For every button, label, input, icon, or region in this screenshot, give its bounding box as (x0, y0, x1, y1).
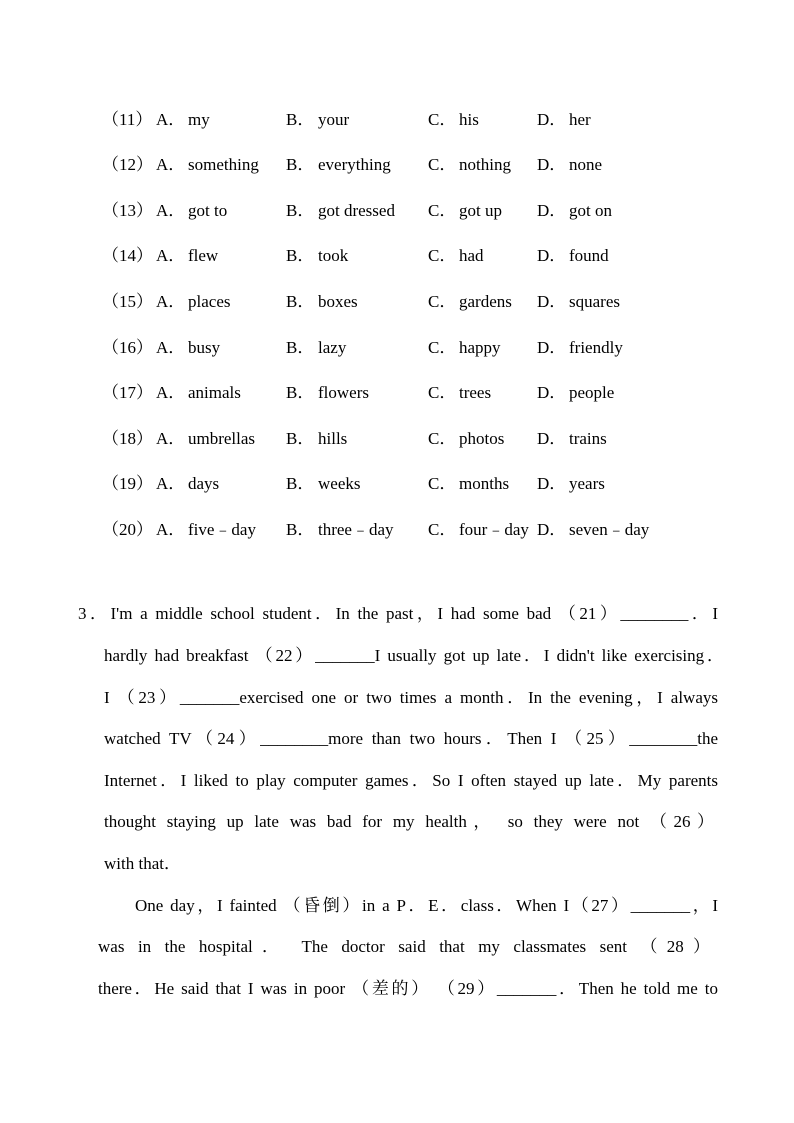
option-c: trees (459, 383, 492, 402)
option-b: hills (318, 429, 348, 448)
option-label-d: D． (537, 429, 567, 448)
option-b: everything (318, 155, 391, 174)
option-c: gardens (459, 292, 512, 311)
option-label-b: B． (286, 383, 315, 402)
option-label-a: A． (156, 292, 186, 311)
option-d: people (569, 383, 615, 402)
passage-line: watched TV（24）________more than two hours．Then I （25）________the (104, 729, 718, 748)
option-d: her (569, 110, 591, 129)
option-label-a: A． (156, 474, 186, 493)
option-label-d: D． (537, 201, 567, 220)
option-c: got up (459, 201, 502, 220)
option-row-18 (0, 427, 794, 451)
option-row-13 (0, 199, 794, 223)
option-c: had (459, 246, 484, 265)
option-label-b: B． (286, 474, 315, 493)
question-number: （19） (102, 474, 153, 493)
option-label-d: D． (537, 246, 567, 265)
option-row-16 (0, 336, 794, 360)
option-label-c: C． (428, 110, 457, 129)
option-c: four﹣day (459, 520, 529, 539)
option-label-d: D． (537, 338, 567, 357)
option-b: weeks (318, 474, 361, 493)
option-label-c: C． (428, 292, 457, 311)
option-label-d: D． (537, 520, 567, 539)
passage-line: I （23）_______exercised one or two times a month．In the evening，I always (104, 688, 718, 707)
option-row-12 (0, 153, 794, 177)
question-number: （17） (102, 383, 153, 402)
option-b: your (318, 110, 350, 129)
option-label-a: A． (156, 429, 186, 448)
option-label-c: C． (428, 155, 457, 174)
option-label-c: C． (428, 338, 457, 357)
question-number: （11） (102, 110, 153, 129)
option-b: boxes (318, 292, 358, 311)
passage-line: 3．I'm a middle school student．In the past，I had some bad （21）________．I (78, 604, 718, 623)
option-a: places (188, 292, 231, 311)
option-label-b: B． (286, 338, 315, 357)
option-a: five﹣day (188, 520, 256, 539)
option-d: got on (569, 201, 612, 220)
option-b: lazy (318, 338, 347, 357)
option-b: three﹣day (318, 520, 394, 539)
option-c: happy (459, 338, 501, 357)
option-label-c: C． (428, 429, 457, 448)
option-label-b: B． (286, 246, 315, 265)
option-row-20 (0, 518, 794, 542)
option-label-a: A． (156, 110, 186, 129)
option-a: my (188, 110, 210, 129)
option-label-d: D． (537, 155, 567, 174)
option-d: squares (569, 292, 620, 311)
option-d: seven﹣day (569, 520, 650, 539)
passage-line: was in the hospital． The doctor said that my classmates sent （28） (98, 937, 710, 956)
option-label-a: A． (156, 383, 186, 402)
option-c: nothing (459, 155, 511, 174)
option-c: months (459, 474, 510, 493)
option-label-b: B． (286, 429, 315, 448)
option-label-b: B． (286, 201, 315, 220)
option-d: found (569, 246, 609, 265)
passage-line: hardly had breakfast （22）_______I usually got up late．I didn't like exercising． (104, 646, 724, 665)
passage-line: thought staying up late was bad for my health， so they were not （26） (104, 812, 714, 831)
option-label-a: A． (156, 246, 186, 265)
option-label-a: A． (156, 155, 186, 174)
option-a: days (188, 474, 220, 493)
option-d: trains (569, 429, 607, 448)
question-number: （16） (102, 338, 153, 357)
option-b: got dressed (318, 201, 395, 220)
option-label-c: C． (428, 474, 457, 493)
option-label-a: A． (156, 520, 186, 539)
option-row-14 (0, 244, 794, 268)
question-number: （14） (102, 246, 153, 265)
option-label-c: C． (428, 246, 457, 265)
option-label-d: D． (537, 292, 567, 311)
option-label-c: C． (428, 201, 457, 220)
option-d: none (569, 155, 603, 174)
option-label-b: B． (286, 110, 315, 129)
option-c: his (459, 110, 479, 129)
option-label-d: D． (537, 474, 567, 493)
option-row-19 (0, 472, 794, 496)
option-label-c: C． (428, 383, 457, 402)
option-b: flowers (318, 383, 369, 402)
question-number: （15） (102, 292, 153, 311)
option-d: years (569, 474, 605, 493)
passage-line: One day，I fainted （昏倒）in a P．E．class．When I（27）_______，I (135, 896, 718, 915)
option-a: busy (188, 338, 221, 357)
option-row-15 (0, 290, 794, 314)
question-number: （12） (102, 155, 153, 174)
option-label-a: A． (156, 201, 186, 220)
passage-line: Internet．I liked to play computer games．So I often stayed up late．My parents (104, 771, 718, 790)
question-number: （18） (102, 429, 153, 448)
passage-line: with that． (104, 854, 181, 873)
option-label-b: B． (286, 292, 315, 311)
option-d: friendly (569, 338, 623, 357)
option-row-11 (0, 108, 794, 132)
option-label-a: A． (156, 338, 186, 357)
question-number: （20） (102, 520, 153, 539)
option-a: something (188, 155, 259, 174)
question-number: （13） (102, 201, 153, 220)
option-label-b: B． (286, 520, 315, 539)
option-b: took (318, 246, 349, 265)
option-label-b: B． (286, 155, 315, 174)
option-label-d: D． (537, 383, 567, 402)
option-row-17 (0, 381, 794, 405)
option-a: flew (188, 246, 219, 265)
passage-line: there．He said that I was in poor （差的） （29）_______．Then he told me to (98, 979, 718, 998)
option-label-d: D． (537, 110, 567, 129)
option-label-c: C． (428, 520, 457, 539)
option-a: animals (188, 383, 241, 402)
option-c: photos (459, 429, 505, 448)
option-a: got to (188, 201, 228, 220)
option-a: umbrellas (188, 429, 256, 448)
